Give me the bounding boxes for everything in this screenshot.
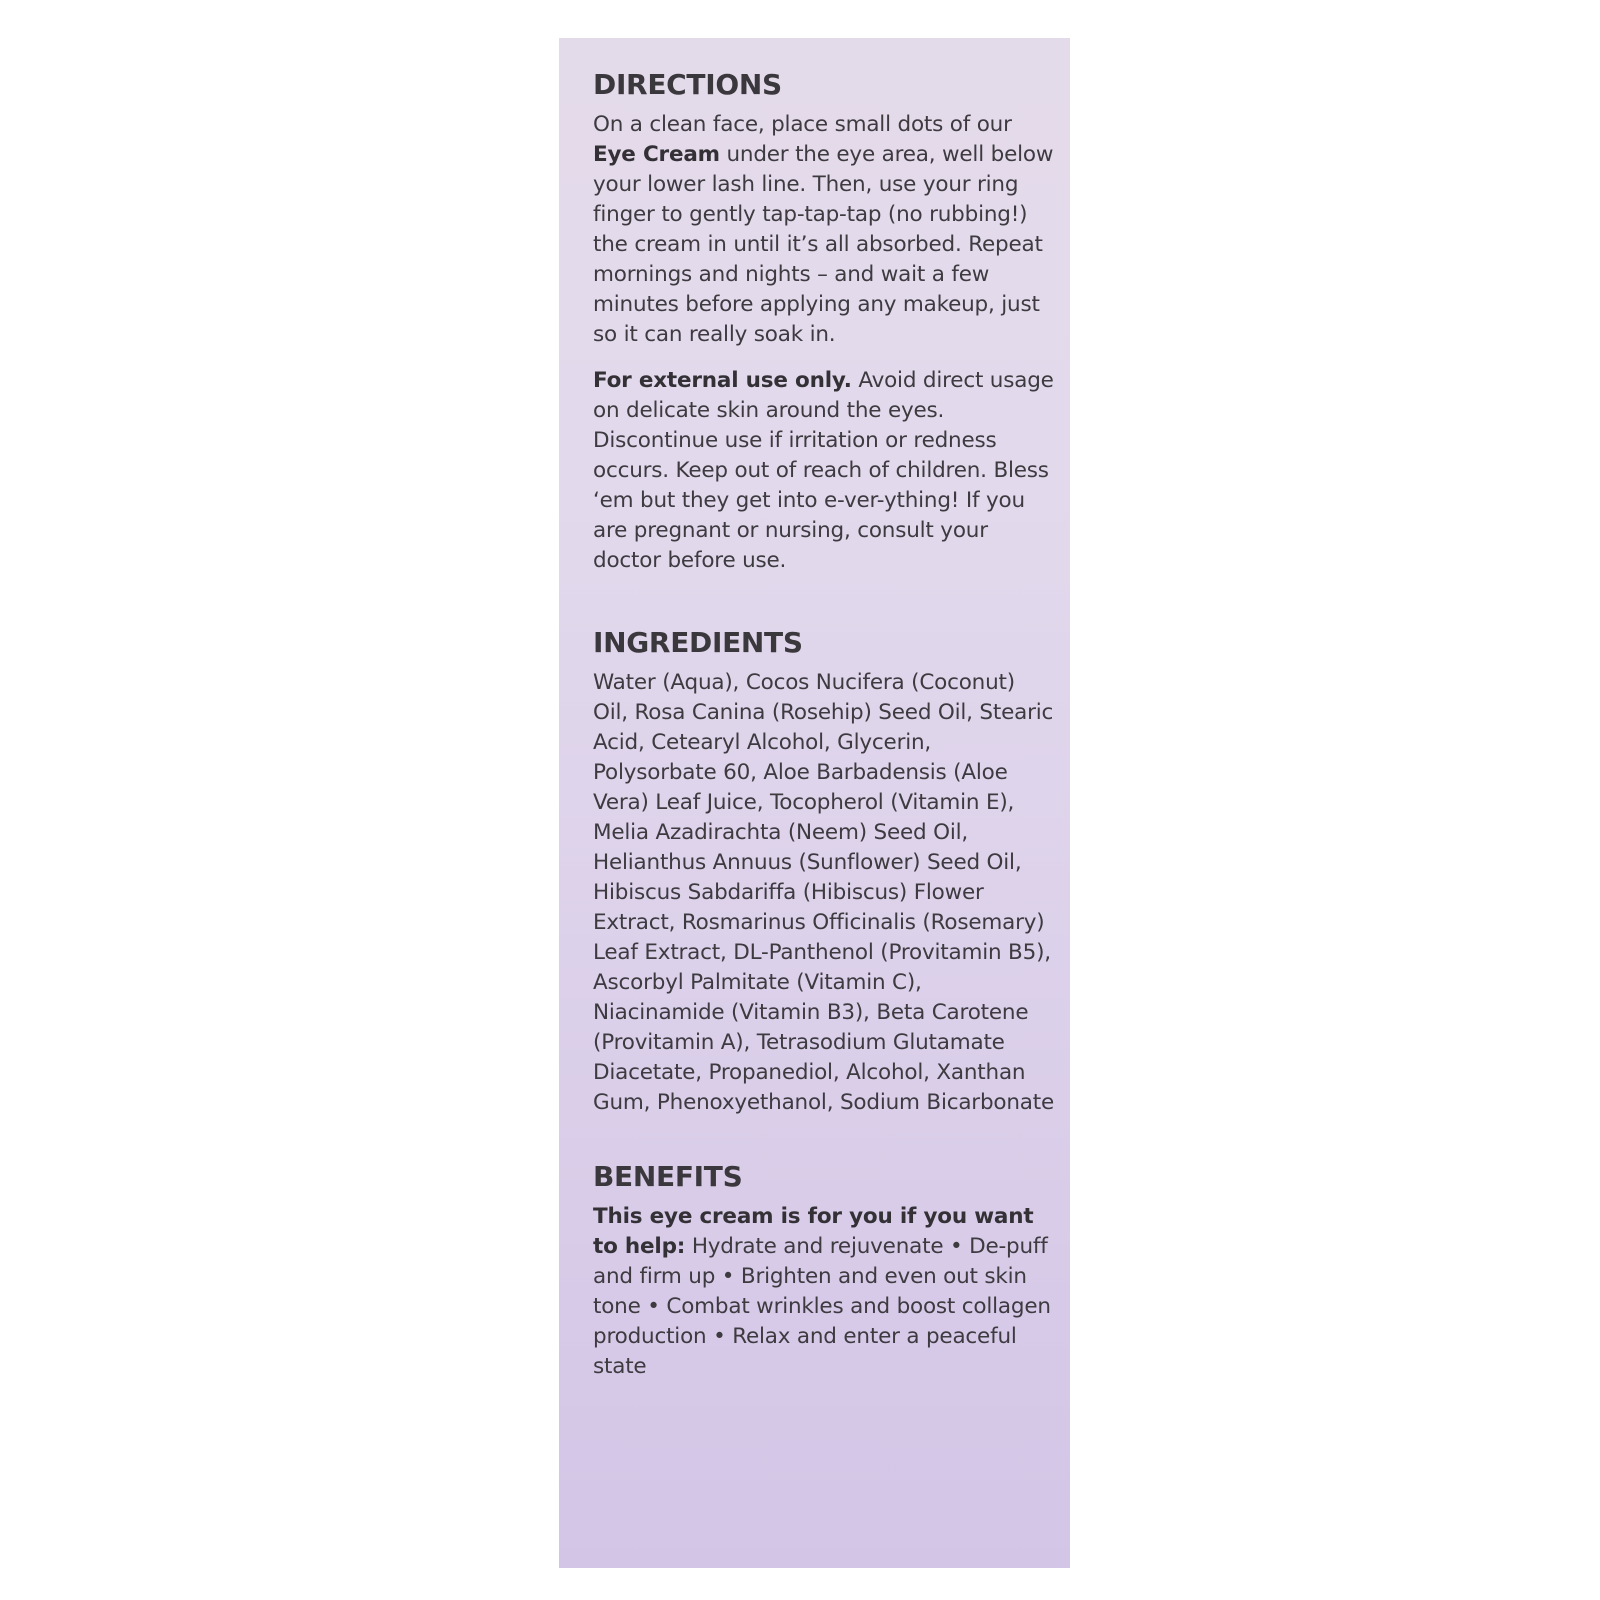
warning-text	[593, 366, 1054, 576]
eye-cream-bold: Eye Cream	[593, 142, 720, 167]
label-content	[593, 68, 1054, 1382]
directions-text	[593, 110, 1054, 350]
warning-body: Avoid direct usage on delicate skin around the eyes. Discontinue use if irritation or redness occurs. Keep out of reach of children. Bless ‘em but they get into e-ver-ything! If you are pregnant or nursing, consult your doctor before use.	[593, 368, 1054, 573]
ingredients-list: Water (Aqua), Cocos Nucifera (Coconut) Oil, Rosa Canina (Rosehip) Seed Oil, Stearic Acid, Cetearyl Alcohol, Glycerin, Polysorbate 60, Aloe Barbadensis (Aloe Vera) Leaf Juice, Tocopherol (Vitamin E), Melia Azadirachta (Neem) Seed Oil, Helianthus Annuus (Sunflower) Seed Oil, Hibiscus Sabdariffa (Hibiscus) Flower Extract, Rosmarinus Officinalis (Rosemary) Leaf Extract, DL-Panthenol (Provitamin B5), Ascorbyl Palmitate (Vitamin C), Niacinamide (Vitamin B3), Beta Carotene (Provitamin A), Tetrasodium Glutamate Diacetate, Propanediol, Alcohol, Xanthan Gum, Phenoxyethanol, Sodium Bicarbonate	[593, 670, 1055, 1115]
warning-bold: For external use only.	[593, 368, 852, 393]
product-label-panel	[559, 38, 1070, 1568]
directions-heading: DIRECTIONS	[593, 68, 782, 101]
ingredients-heading: INGREDIENTS	[593, 626, 803, 659]
benefits-heading: BENEFITS	[593, 1160, 743, 1193]
benefits-intro-bold: This eye cream is for you if you want to help:	[593, 1204, 1034, 1259]
benefits-list: Hydrate and rejuvenate • De-puff and firm up • Brighten and even out skin tone • Combat wrinkles and boost collagen production • Relax and enter a peaceful state	[593, 1234, 1051, 1379]
directions-text-end: under the eye area, well below your lower lash line. Then, use your ring finger to gently tap-tap-tap (no rubbing!) the cream in until it’s all absorbed. Repeat mornings and nights – and wait a few minutes before applying any makeup, just so it can really soak in.	[593, 142, 1054, 347]
directions-text-start: On a clean face, place small dots of our	[593, 112, 1012, 137]
benefits-text	[593, 1202, 1054, 1382]
